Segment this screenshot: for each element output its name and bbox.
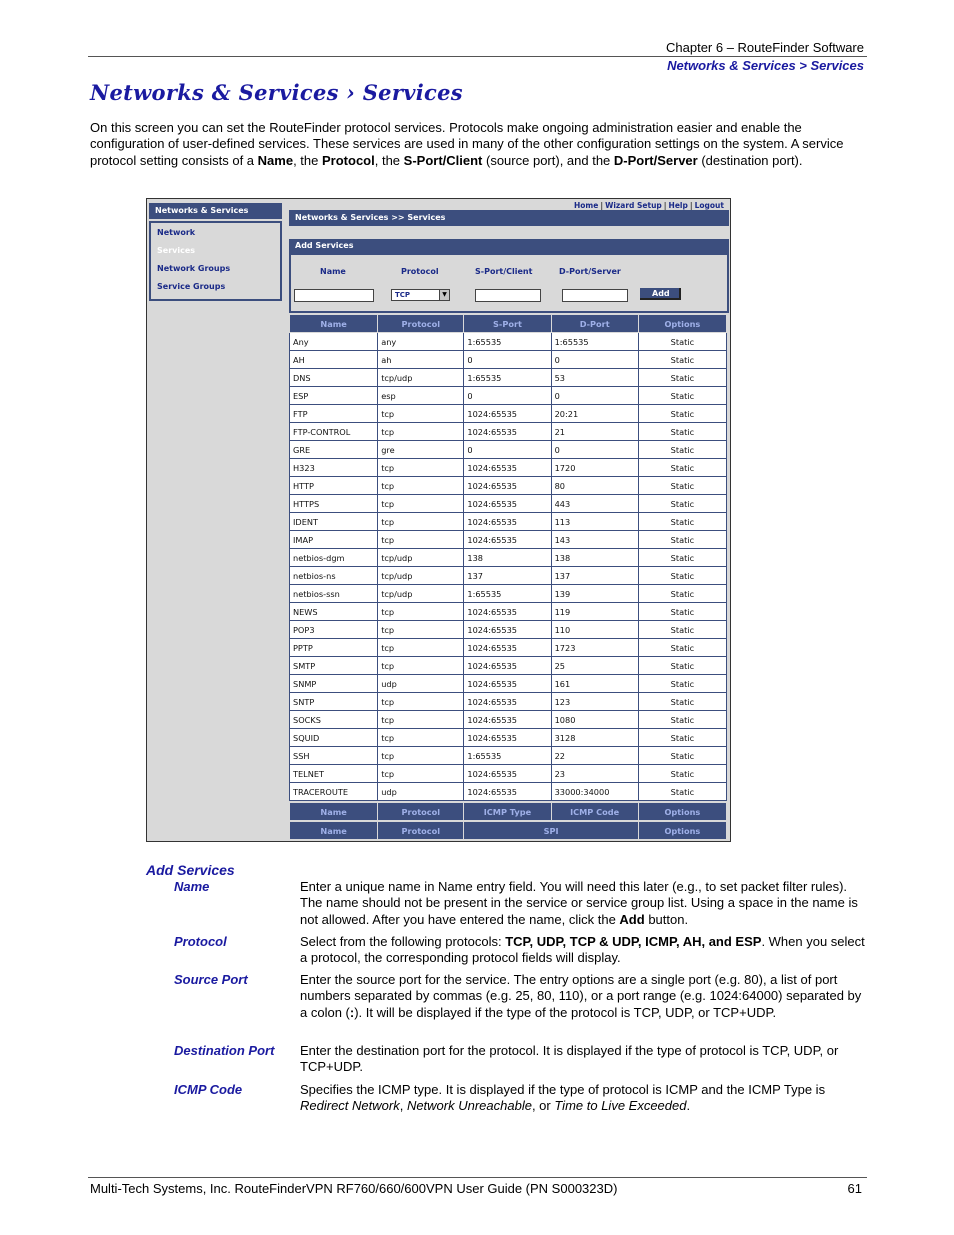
cell-name: POP3 xyxy=(290,621,378,639)
cell-d-port: 3128 xyxy=(551,729,638,747)
cell-protocol: tcp xyxy=(378,765,464,783)
cell-s-port: 1024:65535 xyxy=(464,657,551,675)
cell-name: Any xyxy=(290,333,378,351)
cell-protocol: udp xyxy=(378,783,464,801)
name-input[interactable] xyxy=(294,289,374,302)
cell-s-port: 1024:65535 xyxy=(464,495,551,513)
cell-name: AH xyxy=(290,351,378,369)
icmp-col-protocol: Protocol xyxy=(378,803,464,821)
cell-s-port: 0 xyxy=(464,351,551,369)
cell-options: Static xyxy=(638,351,726,369)
cell-name: SNMP xyxy=(290,675,378,693)
cell-protocol: udp xyxy=(378,675,464,693)
cell-s-port: 1024:65535 xyxy=(464,765,551,783)
cell-d-port: 161 xyxy=(551,675,638,693)
cell-s-port: 1024:65535 xyxy=(464,711,551,729)
cell-name: HTTP xyxy=(290,477,378,495)
cell-name: SNTP xyxy=(290,693,378,711)
icmp-col-code: ICMP Code xyxy=(551,803,638,821)
cell-name: netbios-ssn xyxy=(290,585,378,603)
cell-s-port: 1024:65535 xyxy=(464,729,551,747)
def-desc-icmp-code: Specifies the ICMP type. It is displayed if the type of protocol is ICMP and the ICMP Type is Redirect Network, Network Unreachable, or Time to Live Exceeded. xyxy=(300,1082,826,1114)
cell-d-port: 110 xyxy=(551,621,638,639)
cell-d-port: 137 xyxy=(551,567,638,585)
cell-name: ESP xyxy=(290,387,378,405)
cell-s-port: 0 xyxy=(464,387,551,405)
sidebar xyxy=(149,203,282,301)
cell-options: Static xyxy=(638,711,726,729)
label-s-port-client: S-Port/Client xyxy=(475,267,533,276)
cell-d-port: 53 xyxy=(551,369,638,387)
sidebar-title: Networks & Services xyxy=(149,203,282,219)
table-row xyxy=(290,747,727,765)
table-row xyxy=(290,387,727,405)
cell-options: Static xyxy=(638,477,726,495)
page-number: 61 xyxy=(847,1181,862,1196)
s-port-input[interactable] xyxy=(475,289,541,302)
cell-d-port: 1723 xyxy=(551,639,638,657)
cell-d-port: 113 xyxy=(551,513,638,531)
cell-name: FTP-CONTROL xyxy=(290,423,378,441)
table-row xyxy=(290,711,727,729)
cell-name: DNS xyxy=(290,369,378,387)
table-row xyxy=(290,351,727,369)
cell-d-port: 22 xyxy=(551,747,638,765)
cell-options: Static xyxy=(638,747,726,765)
top-nav: Home | Wizard Setup | Help | Logout xyxy=(573,201,724,210)
cell-s-port: 1:65535 xyxy=(464,333,551,351)
cell-protocol: tcp xyxy=(378,621,464,639)
table-row xyxy=(290,459,727,477)
cell-protocol: tcp xyxy=(378,657,464,675)
cell-name: HTTPS xyxy=(290,495,378,513)
header-section: Networks & Services > Services xyxy=(667,58,864,73)
main-panel xyxy=(288,199,730,841)
nav-wizard-setup[interactable]: Wizard Setup xyxy=(605,201,662,210)
cell-s-port: 1024:65535 xyxy=(464,639,551,657)
def-term-name: Name xyxy=(174,879,210,894)
footer-text: Multi-Tech Systems, Inc. RouteFinderVPN RF760/660/600VPN User Guide (PN S000323D) xyxy=(90,1181,618,1196)
icmp-col-type: ICMP Type xyxy=(464,803,551,821)
intro-paragraph: On this screen you can set the RouteFinder protocol services. Protocols make ongoing administration easier and enable the configuration of user-defined services. These services are used in many of the other configuration settings on the system. A service protocol setting consists of a Name, the Protocol, the S-Port/Client (source port), and the D-Port/Server (destination port). xyxy=(90,120,844,168)
def-term-protocol: Protocol xyxy=(174,934,227,949)
breadcrumb: Networks & Services >> Services xyxy=(289,210,729,226)
cell-name: PPTP xyxy=(290,639,378,657)
sidebar-menu xyxy=(149,221,282,301)
cell-d-port: 139 xyxy=(551,585,638,603)
cell-protocol: gre xyxy=(378,441,464,459)
cell-s-port: 1:65535 xyxy=(464,369,551,387)
cell-d-port: 1080 xyxy=(551,711,638,729)
table-row xyxy=(290,441,727,459)
cell-options: Static xyxy=(638,675,726,693)
table-row xyxy=(290,693,727,711)
table-row xyxy=(290,639,727,657)
protocol-select[interactable]: TCP ▼ xyxy=(391,289,450,301)
nav-help[interactable]: Help xyxy=(668,201,688,210)
table-row xyxy=(290,603,727,621)
cell-s-port: 1024:65535 xyxy=(464,405,551,423)
add-services-form xyxy=(289,253,729,313)
def-desc-protocol: Select from the following protocols: TCP, UDP, TCP & UDP, ICMP, AH, and ESP. When you select a protocol, the corresponding protocol fields will display. xyxy=(300,934,865,966)
cell-s-port: 1024:65535 xyxy=(464,603,551,621)
header-chapter: Chapter 6 – RouteFinder Software xyxy=(666,40,864,55)
table-row xyxy=(290,765,727,783)
table-row xyxy=(290,585,727,603)
table-header-row xyxy=(290,315,727,333)
sidebar-item-services[interactable]: Services xyxy=(157,246,196,255)
cell-protocol: tcp xyxy=(378,531,464,549)
cell-d-port: 33000:34000 xyxy=(551,783,638,801)
cell-options: Static xyxy=(638,513,726,531)
cell-name: netbios-ns xyxy=(290,567,378,585)
table-row xyxy=(290,783,727,801)
col-name: Name xyxy=(290,315,378,333)
services-table xyxy=(289,314,727,801)
def-term-destination-port: Destination Port xyxy=(174,1043,275,1058)
cell-options: Static xyxy=(638,621,726,639)
cell-options: Static xyxy=(638,639,726,657)
cell-d-port: 138 xyxy=(551,549,638,567)
table-row xyxy=(290,495,727,513)
cell-s-port: 1024:65535 xyxy=(464,675,551,693)
cell-s-port: 1:65535 xyxy=(464,747,551,765)
cell-s-port: 1024:65535 xyxy=(464,693,551,711)
cell-options: Static xyxy=(638,531,726,549)
cell-protocol: tcp xyxy=(378,711,464,729)
cell-name: TRACEROUTE xyxy=(290,783,378,801)
sidebar-item-service-groups[interactable]: Service Groups xyxy=(157,282,226,291)
cell-s-port: 137 xyxy=(464,567,551,585)
cell-d-port: 0 xyxy=(551,387,638,405)
def-desc-name: Enter a unique name in Name entry field. You will need this later (e.g., to set packet filter rules). The name should not be present in the service or service group list. Using a space in the name is not allowed. After you have entered the name, click the Add button. xyxy=(300,879,858,927)
def-desc-destination-port: Enter the destination port for the protocol. It is displayed if the type of protocol is TCP, UDP, or TCP+UDP. xyxy=(300,1043,839,1075)
cell-d-port: 0 xyxy=(551,441,638,459)
services-screenshot xyxy=(146,198,731,842)
cell-protocol: tcp/udp xyxy=(378,585,464,603)
cell-protocol: tcp/udp xyxy=(378,567,464,585)
cell-protocol: tcp xyxy=(378,603,464,621)
table-row xyxy=(290,549,727,567)
spi-col-name: Name xyxy=(290,822,378,840)
table-row xyxy=(290,405,727,423)
icmp-col-name: Name xyxy=(290,803,378,821)
cell-d-port: 0 xyxy=(551,351,638,369)
cell-protocol: esp xyxy=(378,387,464,405)
cell-protocol: tcp xyxy=(378,477,464,495)
col-d-port: D-Port xyxy=(551,315,638,333)
cell-options: Static xyxy=(638,549,726,567)
spi-table xyxy=(289,821,727,840)
cell-options: Static xyxy=(638,333,726,351)
cell-d-port: 123 xyxy=(551,693,638,711)
cell-protocol: tcp xyxy=(378,747,464,765)
icmp-col-options: Options xyxy=(638,803,726,821)
cell-name: NEWS xyxy=(290,603,378,621)
table-row xyxy=(290,333,727,351)
cell-options: Static xyxy=(638,405,726,423)
add-services-title: Add Services xyxy=(289,239,729,253)
table-row xyxy=(290,675,727,693)
cell-name: IDENT xyxy=(290,513,378,531)
cell-protocol: any xyxy=(378,333,464,351)
page-title: Networks & Services › Services xyxy=(90,80,463,105)
cell-name: IMAP xyxy=(290,531,378,549)
col-s-port: S-Port xyxy=(464,315,551,333)
cell-protocol: tcp xyxy=(378,639,464,657)
sidebar-item-network-groups[interactable]: Network Groups xyxy=(157,264,231,273)
cell-protocol: tcp xyxy=(378,513,464,531)
cell-name: SMTP xyxy=(290,657,378,675)
cell-options: Static xyxy=(638,441,726,459)
cell-options: Static xyxy=(638,585,726,603)
cell-options: Static xyxy=(638,459,726,477)
label-protocol: Protocol xyxy=(401,267,439,276)
cell-d-port: 143 xyxy=(551,531,638,549)
cell-name: TELNET xyxy=(290,765,378,783)
table-row xyxy=(290,369,727,387)
cell-protocol: ah xyxy=(378,351,464,369)
nav-home[interactable]: Home xyxy=(573,201,599,210)
sidebar-item-network[interactable]: Network xyxy=(157,228,196,237)
cell-s-port: 1024:65535 xyxy=(464,783,551,801)
cell-options: Static xyxy=(638,495,726,513)
spi-col-protocol: Protocol xyxy=(378,822,464,840)
d-port-input[interactable] xyxy=(562,289,628,302)
spi-col-options: Options xyxy=(638,822,726,840)
cell-s-port: 1024:65535 xyxy=(464,621,551,639)
cell-name: netbios-dgm xyxy=(290,549,378,567)
cell-options: Static xyxy=(638,423,726,441)
header-rule xyxy=(88,56,867,57)
cell-options: Static xyxy=(638,387,726,405)
cell-options: Static xyxy=(638,657,726,675)
cell-d-port: 23 xyxy=(551,765,638,783)
cell-d-port: 1:65535 xyxy=(551,333,638,351)
cell-options: Static xyxy=(638,729,726,747)
cell-s-port: 1024:65535 xyxy=(464,513,551,531)
cell-name: FTP xyxy=(290,405,378,423)
cell-d-port: 1720 xyxy=(551,459,638,477)
col-protocol: Protocol xyxy=(378,315,464,333)
def-desc-source-port: Enter the source port for the service. The entry options are a single port (e.g. 80), a list of port numbers separated by commas (e.g. 25, 80, 110), or a port range (e.g. 1024:64000) separated by a colon (:). It will be displayed if the type of the protocol is TCP, UDP, or TCP+UDP. xyxy=(300,972,862,1020)
cell-protocol: tcp xyxy=(378,423,464,441)
chevron-down-icon: ▼ xyxy=(439,290,449,300)
table-row xyxy=(290,423,727,441)
cell-protocol: tcp xyxy=(378,693,464,711)
cell-s-port: 0 xyxy=(464,441,551,459)
table-row xyxy=(290,567,727,585)
cell-protocol: tcp xyxy=(378,729,464,747)
cell-protocol: tcp xyxy=(378,459,464,477)
table-row xyxy=(290,729,727,747)
cell-s-port: 1024:65535 xyxy=(464,531,551,549)
cell-protocol: tcp/udp xyxy=(378,549,464,567)
cell-d-port: 25 xyxy=(551,657,638,675)
cell-options: Static xyxy=(638,765,726,783)
table-row xyxy=(290,657,727,675)
cell-protocol: tcp xyxy=(378,405,464,423)
nav-logout[interactable]: Logout xyxy=(694,201,724,210)
icmp-header-row xyxy=(290,803,727,821)
table-row xyxy=(290,477,727,495)
cell-options: Static xyxy=(638,603,726,621)
cell-options: Static xyxy=(638,369,726,387)
def-term-source-port: Source Port xyxy=(174,972,248,987)
cell-s-port: 1024:65535 xyxy=(464,477,551,495)
cell-options: Static xyxy=(638,693,726,711)
spi-col-spi: SPI xyxy=(464,822,638,840)
cell-protocol: tcp xyxy=(378,495,464,513)
cell-s-port: 1024:65535 xyxy=(464,423,551,441)
cell-d-port: 21 xyxy=(551,423,638,441)
label-name: Name xyxy=(320,267,346,276)
cell-s-port: 138 xyxy=(464,549,551,567)
cell-options: Static xyxy=(638,567,726,585)
icmp-table xyxy=(289,802,727,821)
cell-s-port: 1:65535 xyxy=(464,585,551,603)
cell-d-port: 20:21 xyxy=(551,405,638,423)
cell-d-port: 80 xyxy=(551,477,638,495)
cell-name: SQUID xyxy=(290,729,378,747)
footer-rule xyxy=(88,1177,867,1178)
cell-d-port: 119 xyxy=(551,603,638,621)
add-services-heading: Add Services xyxy=(146,862,235,878)
table-row xyxy=(290,513,727,531)
spi-header-row xyxy=(290,822,727,840)
cell-name: GRE xyxy=(290,441,378,459)
cell-name: H323 xyxy=(290,459,378,477)
def-term-icmp-code: ICMP Code xyxy=(174,1082,243,1097)
cell-s-port: 1024:65535 xyxy=(464,459,551,477)
cell-options: Static xyxy=(638,783,726,801)
cell-protocol: tcp/udp xyxy=(378,369,464,387)
table-row xyxy=(290,531,727,549)
cell-d-port: 443 xyxy=(551,495,638,513)
cell-name: SOCKS xyxy=(290,711,378,729)
col-options: Options xyxy=(638,315,726,333)
label-d-port-server: D-Port/Server xyxy=(559,267,621,276)
cell-name: SSH xyxy=(290,747,378,765)
add-button[interactable]: Add xyxy=(640,288,681,300)
table-row xyxy=(290,621,727,639)
